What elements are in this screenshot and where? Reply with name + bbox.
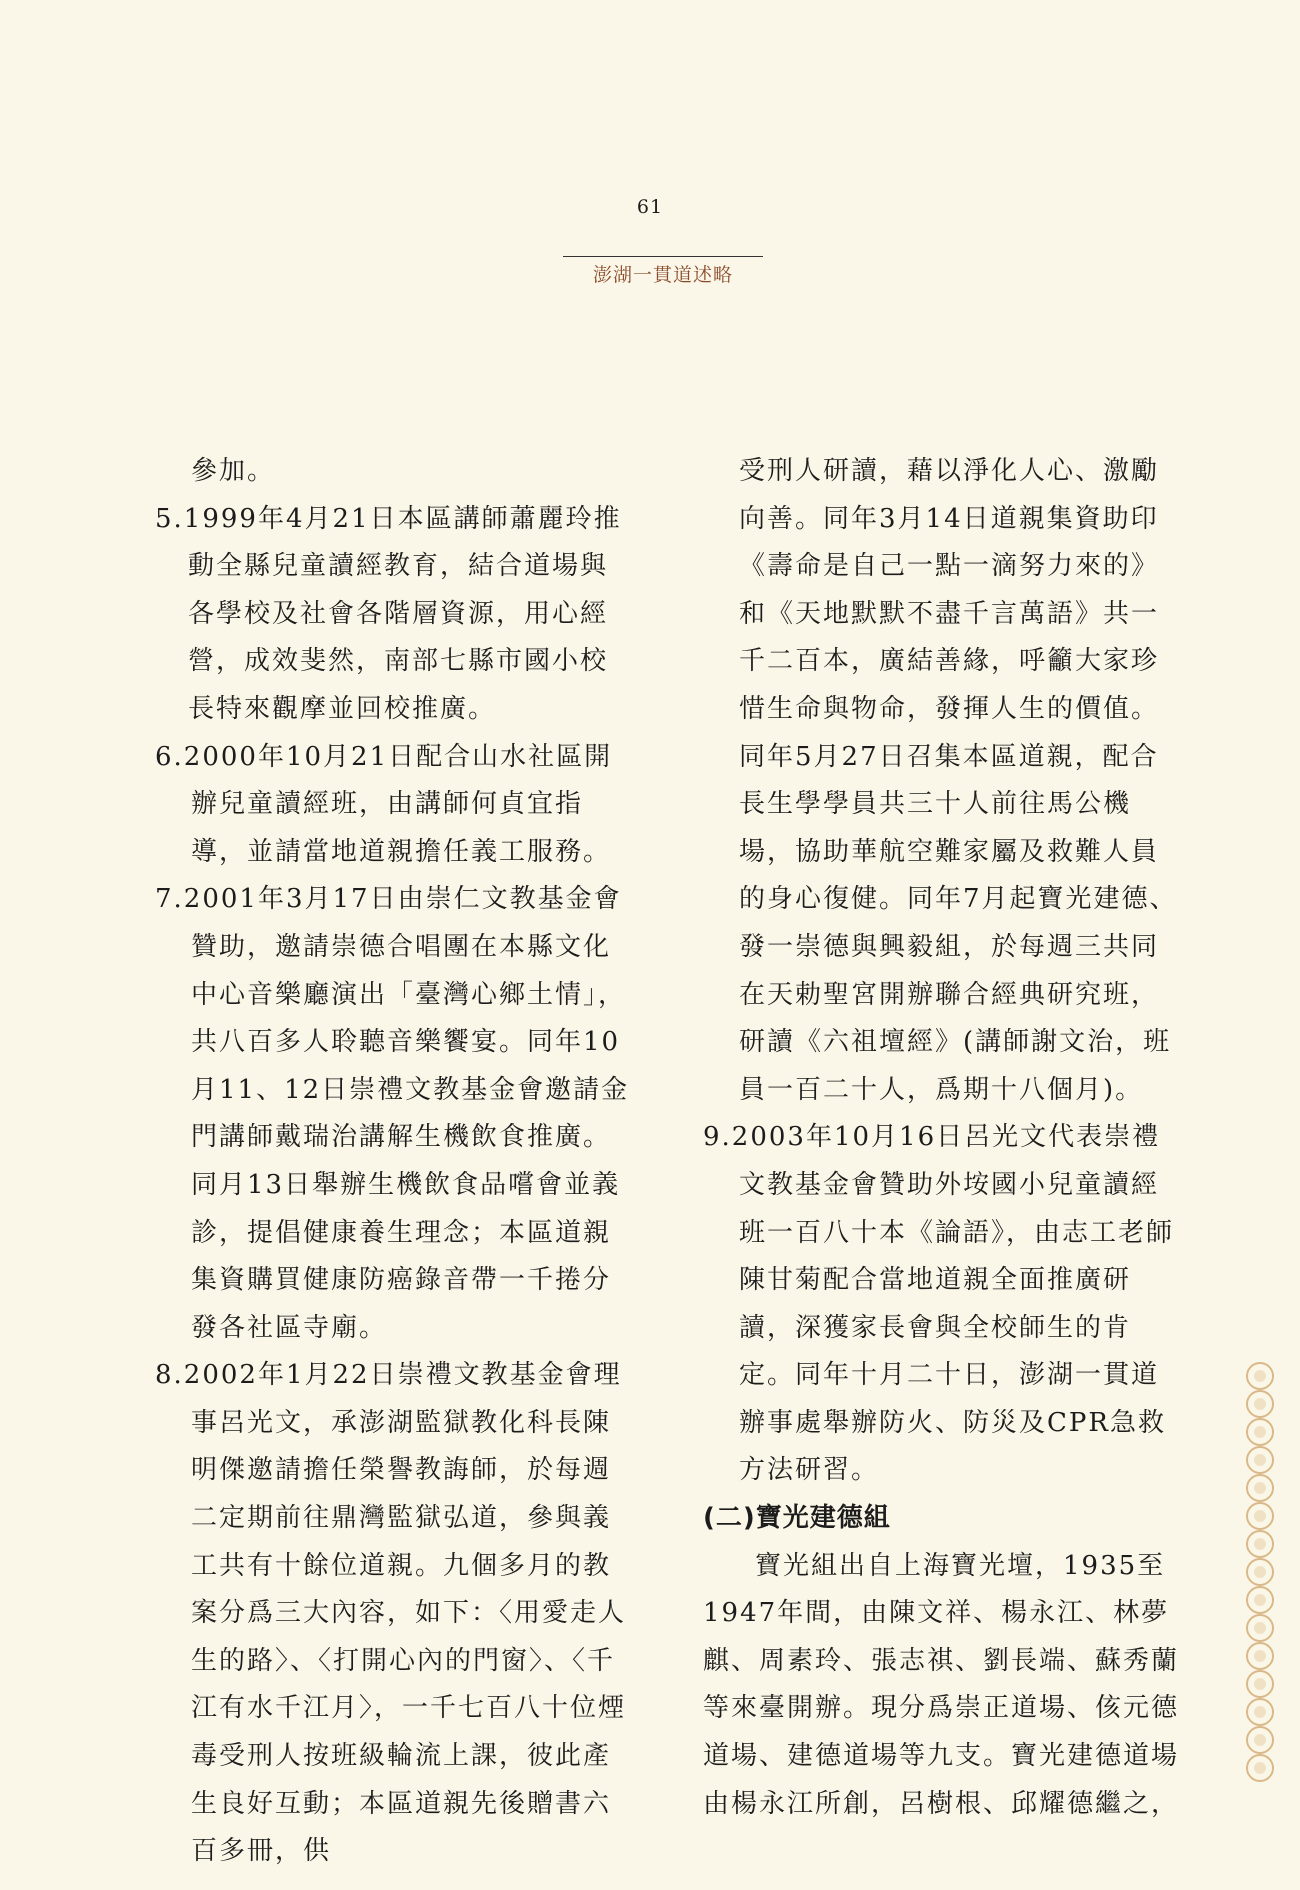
list-item-7: 7.2001年3月17日由崇仁文教基金會贊助，邀請崇德合唱團在本縣文化中心音樂廳演出「臺灣心鄉土情」，共八百多人聆聽音樂饗宴。同年10月11、12日崇禮文教基金會邀請金門講師戴瑞治講解生機飲食推廣。同月13日舉辦生機飲食品嚐會並義診，提倡健康養生理念；本區道親集資購買健康防癌錄音帶一千捲分發各社區寺廟。 xyxy=(155,884,630,1343)
section-heading: (二)寶光建德組 xyxy=(703,1503,891,1534)
decorative-ornament-icon xyxy=(1232,1360,1288,1784)
right-column xyxy=(703,448,1183,1828)
list-item-5: 5.1999年4月21日本區講師蕭麗玲推動全縣兒童讀經教育，結合道場與各學校及社會各階層資源，用心經營，成效斐然，南部七縣市國小校長特來觀摩並回校推廣。 xyxy=(155,503,622,724)
section-body: 寶光組出自上海寶光壇，1935至1947年間，由陳文祥、楊永江、林夢麒、周素玲、張志祺、劉長端、蘇秀蘭等來臺開辦。現分爲崇正道場、侅元德道場、建德道場等九支。寶光建德道場由楊永江所創，呂樹根、邱耀德繼之， xyxy=(703,1550,1180,1819)
paragraph-continued: 參加。 xyxy=(191,456,276,486)
running-head-title: 澎湖一貫道述略 xyxy=(592,264,733,286)
list-item-6: 6.2000年10月21日配合山水社區開辦兒童讀經班，由講師何貞宜指導，並請當地道親擔任義工服務。 xyxy=(155,741,613,867)
list-item-8: 8.2002年1月22日崇禮文教基金會理事呂光文，承澎湖監獄教化科長陳明傑邀請擔任榮譽教誨師，於每週二定期前往鼎灣監獄弘道，參與義工共有十餘位道親。九個多月的教案分爲三大內容，如下：〈用愛走人生的路〉、〈打開心內的門窗〉、〈千江有水千江月〉，一千七百八十位煙毒受刑人按班級輪流上課，彼此產生良好互動；本區道親先後贈書六百多冊，供 xyxy=(155,1360,627,1867)
page-number: 61 xyxy=(636,196,664,218)
left-column xyxy=(155,448,635,1876)
list-item-9: 9.2003年10月16日呂光文代表崇禮文教基金會贊助外垵國小兒童讀經班一百八十本《論語》，由志工老師陳甘菊配合當地道親全面推廣研讀，深獲家長會與全校師生的肯定。同年十月二十日，澎湖一貫道辦事處舉辦防火、防災及CPR急救方法研習。 xyxy=(703,1122,1175,1486)
running-head-rule xyxy=(563,256,763,257)
list-item-8-continued: 受刑人研讀，藉以淨化人心、激勵向善。同年3月14日道親集資助印《壽命是自己一點一滴努力來的》和《天地默默不盡千言萬語》共一千二百本，廣結善緣，呼籲大家珍惜生命與物命，發揮人生的價值。同年5月27日召集本區道親，配合長生學學員共三十人前往馬公機場，協助華航空難家屬及救難人員的身心復健。同年7月起寶光建德、發一崇德與興毅組，於每週三共同在天勅聖宮開辦聯合經典研究班，研讀《六祖壇經》(講師謝文治，班員一百二十人，爲期十八個月)。 xyxy=(739,456,1178,1105)
